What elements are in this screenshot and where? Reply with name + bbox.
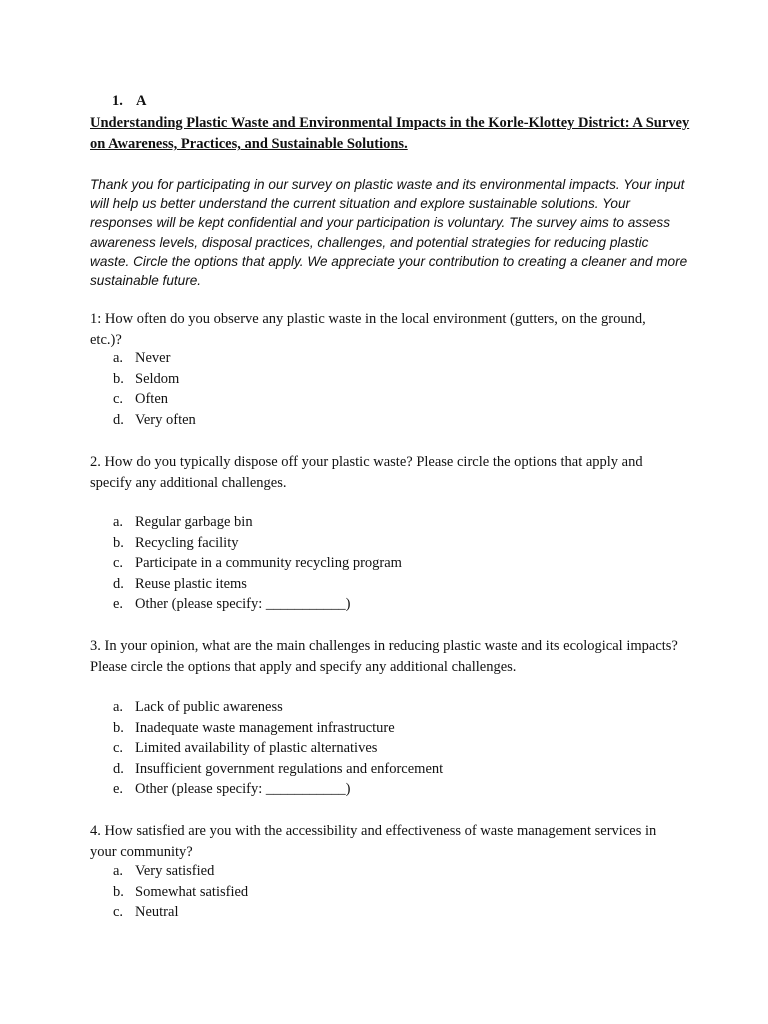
option-item[interactable]: e. Other (please specify: ___________) [113,781,351,797]
survey-intro: Thank you for participating in our survey on plastic waste and its environmental impacts. Your input will help us better understand the current situation and explore sustainable solutions. Your responses will be kept confidential and your participation is voluntary. The survey aims to assess awareness levels, disposal practices, challenges, and potential strategies for reducing plastic waste. Circle the options that apply. We appreciate your contribution to creating a cleaner and more sustainable future. [90,177,688,289]
question-3-options [90,697,680,800]
option-item[interactable]: b. Somewhat satisfied [113,883,249,900]
question-1-options [90,348,680,430]
option-item[interactable]: b. Inadequate waste management infrastructure [113,719,395,736]
question-2-options [90,512,680,615]
section-heading [112,93,146,110]
option-item[interactable]: a. Lack of public awareness [113,699,283,715]
option-item[interactable]: a. Regular garbage bin [113,514,253,530]
option-item[interactable]: d. Insufficient government regulations and enforcement [113,760,444,777]
option-item[interactable]: c. Often [113,391,169,407]
question-1: 1: How often do you observe any plastic waste in the local environment (gutters, on the ground, etc.)? [90,311,646,348]
option-item[interactable]: c. Neutral [113,904,179,920]
section-label: A [136,93,147,109]
option-item[interactable]: c. Participate in a community recycling program [113,555,402,571]
question-3: 3. In your opinion, what are the main challenges in reducing plastic waste and its ecological impacts? Please circle the options that apply and specify any additional challenges. [90,638,678,675]
option-item[interactable]: e. Other (please specify: ___________) [113,596,351,612]
question-4: 4. How satisfied are you with the accessibility and effectiveness of waste management services in your community? [90,823,657,860]
option-item[interactable]: c. Limited availability of plastic alternatives [113,740,378,756]
survey-title: Understanding Plastic Waste and Environmental Impacts in the Korle-Klottey District: A Survey on Awareness, Practices, and Sustainable Solutions. [90,115,690,152]
question-4-options [90,861,680,923]
question-2: 2. How do you typically dispose off your plastic waste? Please circle the options that apply and specify any additional challenges. [90,454,643,491]
option-item[interactable]: a. Never [113,350,171,366]
option-item[interactable]: b. Seldom [113,370,180,387]
option-item[interactable]: b. Recycling facility [113,534,239,551]
option-item[interactable]: d. Reuse plastic items [113,575,247,592]
option-item[interactable]: d. Very often [113,411,196,428]
section-number: 1. [112,93,123,109]
option-item[interactable]: a. Very satisfied [113,863,215,879]
